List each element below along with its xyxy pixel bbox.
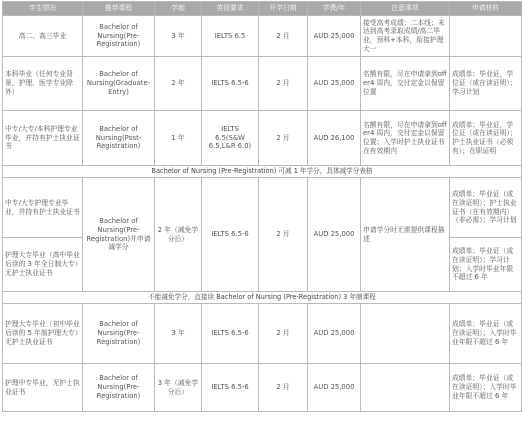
cell-course: Bachelor of Nursing(Graduate- Entry) — [83, 57, 155, 111]
nursing-program-table — [2, 1, 522, 412]
cell-start: 2 月 — [259, 16, 308, 57]
header-student-situation: 学生情况 — [3, 2, 83, 16]
cell-fee: AUD 25,000 — [308, 16, 361, 57]
cell-materials: 成绩单；毕业证，学位证（或在读证明）；学习计划 — [450, 57, 522, 111]
header-notes: 注意事项 — [361, 2, 450, 16]
cell-notes — [361, 304, 450, 364]
cell-fee: AUD 25,000 — [308, 364, 361, 412]
cell-duration: 3 年 — [155, 304, 202, 364]
cell-start: 2 月 — [259, 364, 308, 412]
cell-materials — [450, 16, 522, 57]
cell-english: IELTS 6.5 — [202, 16, 259, 57]
cell-materials: 成绩单；毕业证（或在读证明）；入学时毕业年限不超过 6 年 — [450, 364, 522, 412]
cell-notes: 申请学分时无需提供课程描述 — [361, 178, 450, 292]
cell-english: IELTS 6.5-6 — [202, 304, 259, 364]
cell-course: Bachelor of Nursing(Pre- Registration) — [83, 16, 155, 57]
cell-duration: 2 年（减免学分后） — [155, 178, 202, 292]
cell-duration: 2 年 — [155, 57, 202, 111]
cell-situation: 高二、高三毕业 — [3, 16, 83, 57]
cell-start: 2 月 — [259, 111, 308, 166]
cell-fee: AUD 25,000 — [308, 304, 361, 364]
cell-start: 2 月 — [259, 304, 308, 364]
cell-situation: 中专/大专/本科护理专业毕业，并持有护士执业证书 — [3, 111, 83, 166]
cell-situation: 本科毕业（任何专业背景，护理、医学专业除外） — [3, 57, 83, 111]
header-duration: 学制 — [155, 2, 202, 16]
cell-start: 2 月 — [259, 57, 308, 111]
cell-course: Bachelor of Nursing(Pre- Registration)并申请减学分 — [83, 178, 155, 292]
table-row — [3, 178, 522, 238]
cell-notes: 名额有限，尽在申请拿到offer4 周内，交付定金以保留位置；入学时护士执业证书在有效期内 — [361, 111, 450, 166]
cell-english: IELTS 6.5-6 — [202, 364, 259, 412]
cell-materials: 成绩单；毕业证（或在读证明）；护士执业证书（在有效期内）（非必需）；学习计划 — [450, 178, 522, 238]
table-row — [3, 111, 522, 166]
header-start-date: 开学日期 — [259, 2, 308, 16]
cell-notes — [361, 364, 450, 412]
header-tuition: 学费/年 — [308, 2, 361, 16]
cell-materials: 成绩单；毕业证（或在读证明）；入学时毕业年限不超过 6 年 — [450, 304, 522, 364]
header-recommended-course: 推荐课程 — [83, 2, 155, 16]
table-row — [3, 57, 522, 111]
header-english-requirement: 英语要求 — [202, 2, 259, 16]
table-header-row — [3, 2, 522, 16]
table-row — [3, 364, 522, 412]
table-row — [3, 16, 522, 57]
cell-situation: 护理中专毕业，无护士执业证书 — [3, 364, 83, 412]
cell-fee: AUD 26,100 — [308, 111, 361, 166]
cell-materials: 成绩单；毕业证，学位证（或在读证明）；护士执业证书（必须有）；在职证明 — [450, 111, 522, 166]
table-row — [3, 304, 522, 364]
cell-start: 2 月 — [259, 178, 308, 292]
cell-situation: 护理大专毕业（初中毕业后读的 5 年制护理大专）无护士执业证书 — [3, 304, 83, 364]
cell-fee: AUD 25,000 — [308, 57, 361, 111]
cell-course: Bachelor of Nursing(Pre- Registration) — [83, 364, 155, 412]
section-banner-row — [3, 166, 522, 178]
cell-duration: 3 年（减免学分后） — [155, 364, 202, 412]
section-banner-row — [3, 292, 522, 304]
cell-course: Bachelor of Nursing(Post- Registration) — [83, 111, 155, 166]
cell-situation: 中专/大专护理专业毕业，并持有护士执业证书 — [3, 178, 83, 238]
cell-notes: 接受高考成绩：二本线；未达到高考录取成绩/高二毕业，预科+本科，衔接护理大一 — [361, 16, 450, 57]
cell-english: IELTS 6.5(S&W 6.5,L&R 6.0) — [202, 111, 259, 166]
cell-duration: 3 年 — [155, 16, 202, 57]
header-materials: 申请材料 — [450, 2, 522, 16]
cell-materials: 成绩单；毕业证（或在读证明）；学习计划；入学时毕业年限不超过 6 年 — [450, 238, 522, 292]
cell-course: Bachelor of Nursing(Pre- Registration) — [83, 304, 155, 364]
cell-duration: 1 年 — [155, 111, 202, 166]
cell-situation: 护理大专毕业（高中毕业后读的 3 年全日制大专）无护士执业证书 — [3, 238, 83, 292]
section-banner-credit-reduction: Bachelor of Nursing (Pre-Registration) 可减 1 年学分，具体减学分表格 — [3, 166, 522, 178]
section-banner-no-reduction: 不能减免学分，直接读 Bachelor of Nursing (Pre-Registration) 3 年制课程 — [3, 292, 522, 304]
cell-notes: 名额有限，尽在申请拿到offer4 周内，交付定金以保留位置 — [361, 57, 450, 111]
cell-english: IELTS 6.5-6 — [202, 57, 259, 111]
cell-english: IELTS 6.5-6 — [202, 178, 259, 292]
cell-fee: AUD 25,000 — [308, 178, 361, 292]
